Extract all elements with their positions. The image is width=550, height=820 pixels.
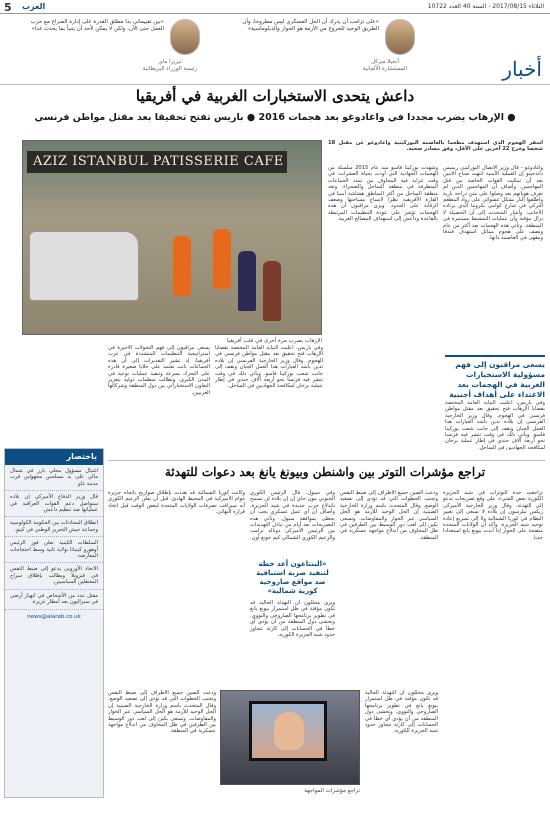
article2-photo-caption: تراجع مؤشرات المواجهة [304, 788, 360, 794]
date-line: الثلاثاء 2017/08/15 - السنة 40 العدد 10722 [427, 3, 544, 10]
teaser-quote: «بين تقييماتي بدا مطلق القدرة على إدارة الصراع مع حزب العمل حتى الآن، ولكن لا يمكن لأحد أن يتنبأ بما يحدث غدا» [30, 19, 164, 32]
article1-intro: أسفر الهجوم الذي استهدف مطعما بالعاصمة البوركينية واغادوغو عن مقتل 18 شخصا وجرح 22 آخرين على الأقل، وفق مصادر صحية. [328, 140, 543, 153]
section-tag: أخبار [502, 57, 542, 81]
divider [0, 84, 550, 85]
article1-photo [22, 140, 322, 335]
article1-column: وشهدت بوركينا فاسو منذ عام 2015 سلسلة من الهجمات الجهادية التي أودت بحياة العشرات، في وقت تتزايد فيه المخاوف من تمدد الجماعات المتطرفة في منطقة الساحل والصحراء. وتعد منطقة الساحل من أكثر المناطق هشاشة أمنيا في القارة الأفريقية نظرا لاتساع مساحتها وضعف الرقابة على الحدود. ويرى مراقبون أن هذه الهجمات تؤشر على عودة التنظيمات المرتبطة بالقاعدة وداعش إلى استهداف المصالح الغربية. [328, 165, 438, 223]
article2-column: تراجعت حدة التوترات في شبه الجزيرة الكورية بعض الشيء، على وقع تصريحات تدعو إلى التهدئة. وقال وزير الخارجية الأميركي ريكس تيلرسون إن بلاده لا تسعى إلى تغيير النظام في كوريا الشمالية ولا إلى تسريع إعادة توحيد شبه الجزيرة. وأكد أن الولايات المتحدة منفتحة على الحوار إذا أبدت بيونغ يانغ استعدادا جديا. [443, 490, 543, 541]
article1-column: واغادوغو - قال وزير الاتصال البوركيني ريميس داندجينو إن العملية الأمنية انتهت صباح الاثنين بعد أن تمكنت القوات الخاصة من قتل المهاجمين. وأضاف أن المهاجمين الذين لم تعرف هوياتهم بعد وصلوا على متن دراجة نارية وأطلقوا النار بشكل عشوائي على رواد المطعم التركي في شارع كوامي نكروما الذي يرتاده الأجانب. وأشار المتحدث إلى أن الحصيلة لا تزال مؤقتة وأن عمليات التمشيط مستمرة في المنطقة. وتأتي هذه الهجمات بعد أكثر من عام ونصف على هجوم مماثل استهدف فندقا ومقهى في العاصمة ذاتها. [443, 165, 543, 242]
article1-column: وفي باريس، أعلنت النيابة العامة المختصة بقضايا الإرهاب فتح تحقيق بعد مقتل مواطن فرنسي في الهجوم. وقال وزير الخارجية الفرنسي إن بلاده تدين بأشد العبارات هذا العمل الجبان وتقف إلى جانب شعب بوركينا فاسو. ويأتي ذلك في وقت تنشر فيه فرنسا نحو أربعة آلاف جندي في إطار عملية برخان لمكافحة الجهاديين في الساحل. [215, 345, 323, 390]
teaser-photo [385, 19, 415, 55]
sidebar-item: الاتحاد الأوروبي يدعو إلى ضبط النفس في فنزويلا ويطالب بإطلاق سراح المعتقلين السياسيين. [5, 563, 103, 589]
sidebar-item: انطلاق المحادثات بين الحكومة الكولومبية وجماعة جيش التحرير الوطني في كيتو. [5, 517, 103, 537]
photo-figure [238, 251, 256, 311]
article2-headline: تراجع مؤشرات التوتر بين واشنطن وبيونغ يانغ بعد دعوات للتهدئة [164, 465, 486, 479]
article2-column: وفي سيول، قال الرئيس الكوري الجنوبي مون جاي إن إن بلاده لن تسمح باندلاع حرب جديدة في شبه الجزيرة. وأضاف أن أي عمل عسكري يجب أن يحظى بموافقة سيول. وتأتي هذه التصريحات بعد أيام من تبادل التهديدات بين الرئيس الأميركي دونالد ترامب والزعيم الكوري الشمالي كيم جونغ أون. [250, 490, 335, 541]
article1-column: يسعى مراقبون إلى فهم التحولات الأخيرة في استراتيجية التنظيمات المتشددة في غرب أفريقيا، إذ تشير التقديرات إلى أن هذه الجماعات باتت تعتمد على خلايا صغيرة قادرة على التحرك بسرعة وتنفيذ عمليات نوعية في المدن الكبرى. وتطالب منظمات دولية بتعزيز التعاون الاستخباراتي بين دول المنطقة وشركائها الغربيين. [108, 345, 210, 396]
article2-column: ويرى محللون أن التهدئة الحالية قد تكون مؤقتة في ظل استمرار بيونغ يانغ في تطوير برنامجها الصاروخي والنووي. وتخشى دول المنطقة من أن يؤدي أي خطأ في الحسابات إلى كارثة تتجاوز حدود شبه الجزيرة الكورية. [250, 600, 335, 639]
sidebar-item: مقتل عدد من الأشخاص في انهيار أرضي في سيراليون بعد أمطار غزيرة. [5, 590, 103, 610]
sidebar-title: باختصار [5, 449, 103, 465]
photo-car [29, 231, 139, 301]
article1-pull-quote: يسعى مراقبون إلى فهم مسؤولية الاستخبارات الغربية في الهجمات بعد الاعتداء على أهداف أجنبية [445, 355, 545, 400]
article1-column: وفي باريس، أعلنت النيابة العامة المختصة بقضايا الإرهاب فتح تحقيق بعد مقتل مواطن فرنسي في الهجوم. وقال وزير الخارجية الفرنسي إن بلاده تدين بأشد العبارات هذا العمل الجبان وتقف إلى جانب شعب بوركينا فاسو. ويأتي ذلك في وقت تنشر فيه فرنسا نحو أربعة آلاف جندي في إطار عملية برخان لمكافحة الجهاديين في الساحل. [445, 400, 545, 450]
article1-subhead: ● الإرهاب يضرب مجددا في واغادوغو بعد هجمات 2016 ● باريس تفتح تحقيقا بعد مقتل مواطن فرنسي [34, 112, 516, 123]
article2-column: ودعت الصين جميع الأطراف إلى ضبط النفس وتجنب الخطوات التي قد تؤدي إلى تصعيد الوضع. وقال المتحدث باسم وزارة الخارجية الصينية إن الحل الوحيد للأزمة هو الحل السياسي عبر الحوار والمفاوضات. وتسعى بكين إلى لعب دور الوسيط بين الطرفين في ظل المخاوف من اندلاع مواجهة عسكرية في المنطقة. [340, 490, 438, 541]
teaser-right [240, 19, 415, 79]
masthead [0, 0, 550, 14]
teaser-quote: «على ترامب أن يدرك أن الحل العسكري ليس مطروحا، وأن الطريق الوحيد للخروج من الأزمة هو الحوار والدبلوماسية» [242, 19, 379, 32]
divider [108, 460, 545, 461]
photo-figure [263, 261, 281, 321]
teaser-band [0, 15, 550, 85]
article2-column: وكانت كوريا الشمالية قد هددت بإطلاق صواريخ باتجاه جزيرة غوام الأميركية في المحيط الهادئ، قبل أن يعلن الزعيم الكوري أنه سيراقب تصرفات الولايات المتحدة لبعض الوقت قبل اتخاذ قراره النهائي. [108, 490, 245, 516]
teaser-photo [170, 19, 200, 55]
article2-subhead: «البنتاغون أعد خطة لتنفيذ ضربة استباقية ضد مواقع صاروخية كورية شمالية» [256, 560, 329, 595]
photo-figure [173, 236, 191, 296]
teaser-left [30, 19, 200, 79]
contact-email[interactable]: news@alarab.co.uk [27, 613, 81, 620]
photo-figure [213, 229, 231, 289]
photo-face [274, 712, 304, 750]
sidebar-item: قال وزير الدفاع الأميركي إن بلاده ستواصل دعم القوات العراقية في عملياتها ضد تنظيم داعش. [5, 491, 103, 517]
newspaper-logo: العرب [22, 2, 46, 11]
article1-photo-caption: الإرهاب يضرب مرة أخرى في قلب أفريقيا [226, 338, 322, 344]
article1-headline: داعش يتحدى الاستخبارات الغربية في أفريقيا [135, 87, 415, 105]
page-number: 5 [4, 1, 12, 14]
article2-column: ويرى محللون أن التهدئة الحالية قد تكون مؤقتة في ظل استمرار بيونغ يانغ في تطوير برنامجها الصاروخي والنووي. وتخشى دول المنطقة من أن يؤدي أي خطأ في الحسابات إلى كارثة تتجاوز حدود شبه الجزيرة الكورية. [365, 690, 438, 735]
photo-sign: AZIZ ISTANBUL PATISSERIE CAFE [27, 151, 287, 173]
teaser-name: أنجيلا ميركل المستشارة الألمانية [362, 59, 408, 72]
article2-photo [220, 690, 360, 785]
sidebar-item: اغتيال مسؤول محلي بارز في شمال مالي على يد مسلحين مجهولين قرب مدينة غاو. [5, 465, 103, 491]
photo-tv-screen [249, 701, 327, 761]
sidebar-item: السلطات الكينية تعلن فوز الرئيس أوهورو كينياتا بولاية ثانية وسط احتجاجات المعارضة. [5, 537, 103, 563]
news-brief-sidebar [4, 448, 104, 798]
article2-column: ودعت الصين جميع الأطراف إلى ضبط النفس وتجنب الخطوات التي قد تؤدي إلى تصعيد الوضع. وقال المتحدث باسم وزارة الخارجية الصينية إن الحل الوحيد للأزمة هو الحل السياسي عبر الحوار والمفاوضات. وتسعى بكين إلى لعب دور الوسيط بين الطرفين في ظل المخاوف من اندلاع مواجهة عسكرية في المنطقة. [108, 690, 216, 735]
teaser-name: تيريزا ماي رئيسة الوزراء البريطانية [142, 59, 198, 72]
